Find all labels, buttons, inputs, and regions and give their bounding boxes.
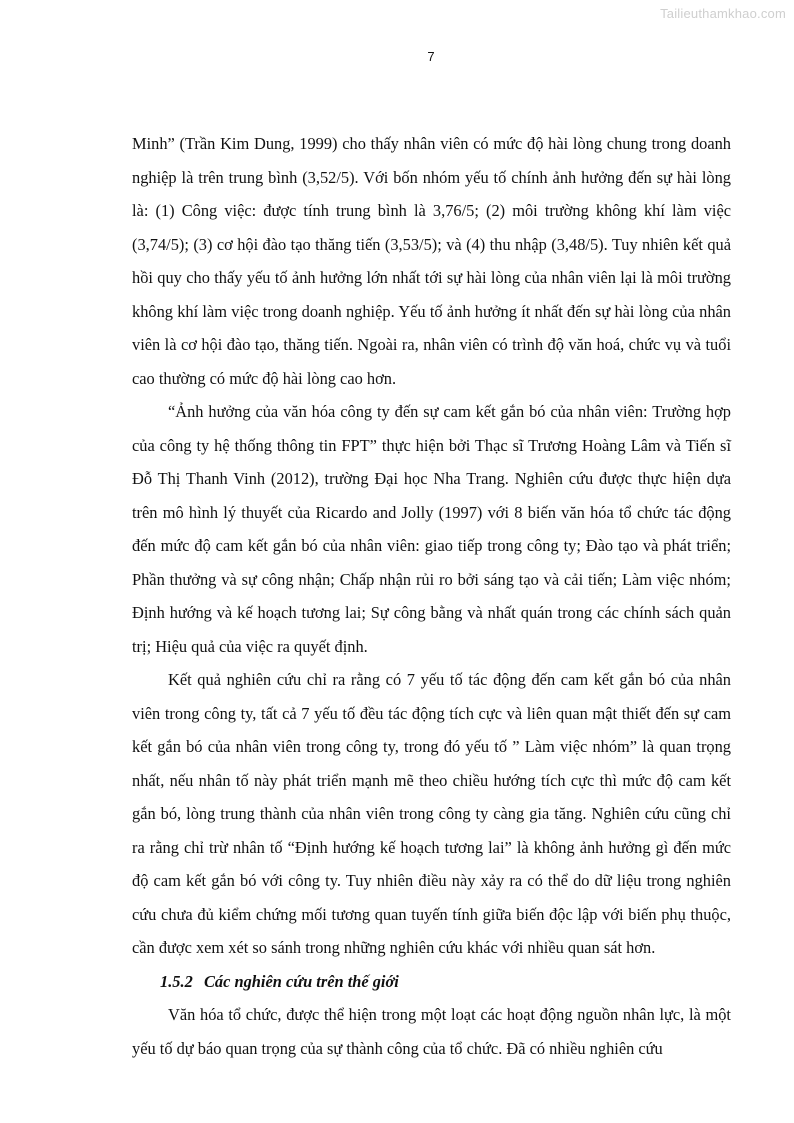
- paragraph-world-studies: Văn hóa tổ chức, được thể hiện trong một loạt các hoạt động nguồn nhân lực, là một yếu tố dự báo quan trọng của sự thành công của tổ chức. Đã có nhiều nghiên cứu: [132, 1005, 731, 1058]
- section-heading: [132, 965, 731, 999]
- page-number: 7: [427, 49, 435, 64]
- section-title: Các nghiên cứu trên thế giới: [204, 971, 399, 991]
- section-number: 1.5.2: [160, 971, 193, 991]
- watermark: Tailieuthamkhao.com: [660, 6, 786, 21]
- paragraph-fpt-study: “Ảnh hưởng của văn hóa công ty đến sự cam kết gắn bó của nhân viên: Trường hợp của công ty hệ thống thông tin FPT” thực hiện bởi Thạc sĩ Trương Hoàng Lâm và Tiến sĩ Đỗ Thị Thanh Vinh (2012), trường Đại học Nha Trang. Nghiên cứu được thực hiện dựa trên mô hình lý thuyết của Ricardo and Jolly (1997) với 8 biến văn hóa tổ chức tác động đến mức độ cam kết gắn bó của nhân viên: giao tiếp trong công ty; Đào tạo và phát triển; Phần thưởng và sự công nhận; Chấp nhận rủi ro bởi sáng tạo và cải tiến; Làm việc nhóm; Định hướng và kế hoạch tương lai; Sự công bằng và nhất quán trong các chính sách quản trị; Hiệu quả của việc ra quyết định.: [132, 402, 731, 656]
- paragraph-study-results: Kết quả nghiên cứu chỉ ra rằng có 7 yếu tố tác động đến cam kết gắn bó của nhân viên trong công ty, tất cả 7 yếu tố đều tác động tích cực và liên quan mật thiết đến sự cam kết gắn bó của nhân viên trong công ty, trong đó yếu tố ” Làm việc nhóm” là quan trọng nhất, nếu nhân tố này phát triển mạnh mẽ theo chiều hướng tích cực thì mức độ cam kết gắn bó, lòng trung thành của nhân viên trong công ty càng gia tăng. Nghiên cứu cũng chỉ ra rằng chỉ trừ nhân tố “Định hướng kế hoạch tương lai” là không ảnh hưởng gì đến mức độ cam kết gắn bó với công ty. Tuy nhiên điều này xảy ra có thể do dữ liệu trong nghiên cứu chưa đủ kiểm chứng mối tương quan tuyến tính giữa biến độc lập với biến phụ thuộc, cần được xem xét so sánh trong những nghiên cứu khác với nhiều quan sát hơn.: [132, 670, 731, 957]
- document-body: [132, 127, 731, 1065]
- paragraph-continuation: Minh” (Trần Kim Dung, 1999) cho thấy nhân viên có mức độ hài lòng chung trong doanh nghiệp là trên trung bình (3,52/5). Với bốn nhóm yếu tố chính ảnh hưởng đến sự hài lòng là: (1) Công việc: được tính trung bình là 3,76/5; (2) môi trường không khí làm việc (3,74/5); (3) cơ hội đào tạo thăng tiến (3,53/5); và (4) thu nhập (3,48/5). Tuy nhiên kết quả hồi quy cho thấy yếu tố ảnh hưởng lớn nhất tới sự hài lòng của nhân viên lại là môi trường không khí làm việc trong doanh nghiệp. Yếu tố ảnh hưởng ít nhất đến sự hài lòng của nhân viên là cơ hội đào tạo, thăng tiến. Ngoài ra, nhân viên có trình độ văn hoá, chức vụ và tuổi cao thường có mức độ hài lòng cao hơn.: [132, 134, 731, 388]
